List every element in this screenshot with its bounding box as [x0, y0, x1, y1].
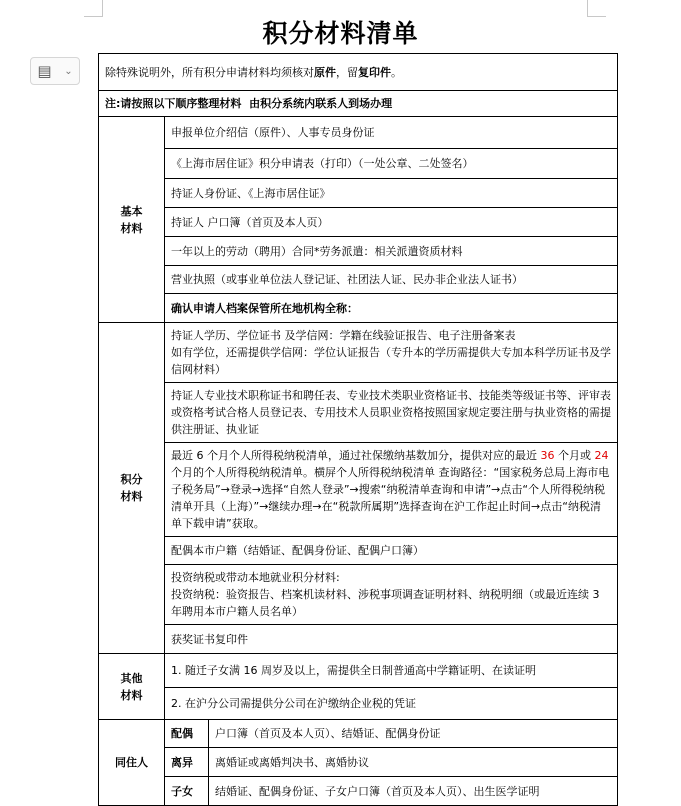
category-other [99, 654, 165, 720]
points-education [165, 323, 618, 383]
intro-mid: ，留 [336, 65, 358, 79]
points-invest-line2: 投资纳税：验资报告、档案机读材料、涉税事项调查证明材料、纳税明细（或最近连续 3 年聘用本市户籍人员名单） [171, 588, 600, 618]
basic-item: 持证人 户口簿（首页及本人页） [165, 208, 618, 237]
cohabit-type: 离异 [165, 748, 209, 777]
basic-item: 营业执照（或事业单位法人登记证、社团法人证、民办非企业法人证书） [165, 266, 618, 294]
note-suffix: 由积分系统内联系人到场办理 [249, 97, 393, 110]
list-outline-icon: ▤ [37, 61, 52, 80]
other-item: 2. 在沪分公司需提供分公司在沪缴纳企业税的凭证 [165, 688, 618, 720]
points-spouse-hukou: 配偶本市户籍（结婚证、配偶身份证、配偶户口簿） [165, 537, 618, 565]
points-education-line2: 如有学位，还需提供学信网：学位认证报告（专升本的学历需提供大专加本科学历证书及学信网材料） [171, 346, 611, 376]
category-points-line2: 材料 [120, 490, 143, 503]
cohabit-content: 户口簿（首页及本人页）、结婚证、配偶身份证 [209, 720, 618, 748]
note-cell [99, 91, 618, 117]
other-item: 1. 随迁子女满 16 周岁及以上，需提供全日制普通高中学籍证明、在读证明 [165, 654, 618, 688]
basic-item: 《上海市居住证》积分申请表（打印）（一处公章、二处签名） [165, 149, 618, 179]
note-prefix: 注:请按照以下顺序整理材料 [105, 97, 242, 110]
cohabit-type: 子女 [165, 777, 209, 806]
category-points-line1: 积分 [120, 473, 143, 486]
basic-item: 持证人身份证、《上海市居住证》 [165, 179, 618, 208]
outline-toggle-button[interactable] [30, 57, 80, 85]
points-invest-line1: 投资纳税或带动本地就业积分材料: [171, 571, 340, 584]
category-other-line2: 材料 [120, 688, 143, 702]
points-tax-36: 36 [537, 449, 558, 462]
points-award: 获奖证书复印件 [165, 625, 618, 654]
category-other-line1: 其他 [120, 671, 143, 685]
basic-item: 一年以上的劳动（聘用）合同*劳务派遣：相关派遣资质材料 [165, 237, 618, 266]
basic-item: 申报单位介绍信（原件）、人事专员身份证 [165, 117, 618, 149]
cohabit-type: 配偶 [165, 720, 209, 748]
points-tax [165, 443, 618, 537]
cohabit-content: 离婚证或离婚判决书、离婚协议 [209, 748, 618, 777]
intro-original: 原件 [314, 65, 336, 79]
intro-cell [99, 54, 618, 91]
points-title-cert: 持证人专业技术职称证书和聘任表、专业技术类职业资格证书、技能类等级证书等、评审表或资格考试合格人员登记表、专用技术人员职业资格按照国家规定要注册与执业资格的需提供注册证、执业证 [165, 383, 618, 443]
category-basic-line2: 材料 [120, 221, 143, 235]
points-tax-24: 24 [591, 449, 609, 462]
category-cohabit: 同住人 [99, 720, 165, 806]
category-basic [99, 117, 165, 323]
points-invest [165, 565, 618, 625]
basic-item-archive: 确认申请人档案保管所在地机构全称： [165, 294, 618, 323]
materials-table [98, 53, 618, 806]
intro-copy: 复印件 [358, 65, 391, 79]
page-title: 积分材料清单 [262, 19, 419, 48]
chevron-down-icon: ⌄ [64, 65, 73, 77]
cohabit-content: 结婚证、配偶身份证、子女户口簿（首页及本人页）、出生医学证明 [209, 777, 618, 806]
category-basic-line1: 基本 [120, 204, 143, 218]
points-education-line1: 持证人学历、学位证书 及学信网：学籍在线验证报告、电子注册备案表 [171, 329, 516, 342]
points-tax-part3: 个月的个人所得税纳税清单。横屏个人所得税纳税清单 查询路径：“国家税务总局上海市电子税务局”→登录→选择“自然人登录”→搜索“纳税清单查询和申请”→点击“个人所得税纳税清单开具（上海）”→继续办理→在“税款所属期”选择查询在沪工作起止时间→点击“纳税清单下载申请”获取。 [171, 466, 610, 530]
category-points [99, 323, 165, 654]
intro-end: 。 [391, 65, 402, 79]
points-tax-part2: 个月或 [558, 449, 591, 462]
intro-prefix: 除特殊说明外，所有积分申请材料均须核对 [105, 65, 314, 79]
points-tax-part1: 最近 6 个月个人所得税纳税清单，通过社保缴纳基数加分，提供对应的最近 [171, 449, 537, 462]
